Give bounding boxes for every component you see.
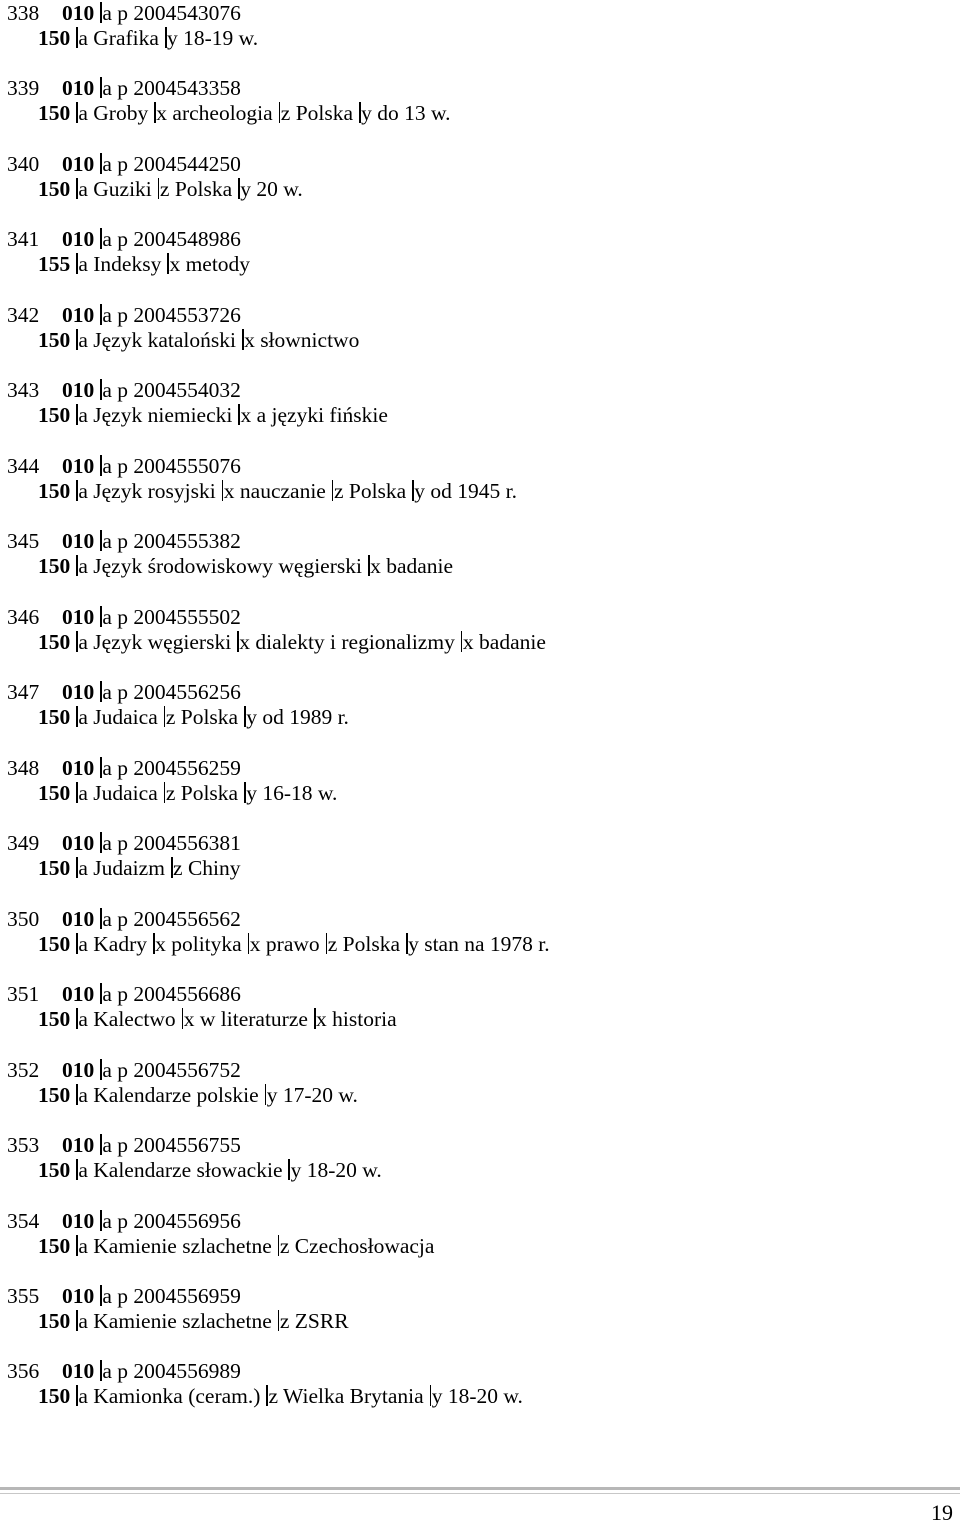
catalog-record bbox=[7, 906, 947, 981]
subfield-code: a bbox=[78, 327, 88, 352]
catalog-record bbox=[7, 830, 947, 905]
subfield-code: x bbox=[156, 101, 168, 126]
subfield-value: p 2004553726 bbox=[117, 302, 241, 327]
field-tag: 150 bbox=[38, 705, 71, 730]
subfield-value: p 2004556686 bbox=[117, 982, 241, 1007]
record-list bbox=[7, 0, 947, 1434]
subfield-code: a bbox=[78, 554, 88, 579]
catalog-record bbox=[7, 1132, 947, 1207]
subfield-code: z bbox=[279, 1308, 290, 1333]
field-tag: 150 bbox=[38, 327, 71, 352]
field-tag: 150 bbox=[38, 478, 71, 503]
record-line-010 bbox=[7, 1358, 241, 1384]
subfield-code: a bbox=[78, 780, 88, 805]
subfield-value: prawo bbox=[265, 931, 320, 956]
field-tag: 010 bbox=[62, 982, 95, 1007]
record-line-010 bbox=[7, 75, 241, 101]
subfield-code: y bbox=[290, 1158, 302, 1183]
subfield-value: Kalectwo bbox=[93, 1007, 176, 1032]
subfield-value: Indeksy bbox=[93, 252, 162, 277]
field-tag: 150 bbox=[38, 1082, 71, 1107]
subfield-value: historia bbox=[332, 1007, 397, 1032]
catalog-record bbox=[7, 302, 947, 377]
record-line-010 bbox=[7, 226, 241, 252]
record-line-heading bbox=[38, 1233, 434, 1259]
field-tag: 010 bbox=[62, 831, 95, 856]
catalog-record bbox=[7, 1283, 947, 1358]
field-tag: 150 bbox=[38, 1233, 71, 1258]
record-line-heading bbox=[38, 1082, 358, 1108]
subfield-code: y bbox=[246, 705, 257, 730]
subfield-value: p 2004555382 bbox=[117, 529, 241, 554]
subfield-code: z bbox=[165, 780, 176, 805]
subfield-value: 18-19 w. bbox=[183, 26, 259, 50]
subfield-value: p 2004556381 bbox=[117, 831, 241, 856]
subfield-code: y bbox=[361, 101, 372, 126]
field-tag: 150 bbox=[38, 176, 71, 201]
subfield-code: z bbox=[173, 856, 183, 881]
subfield-value: dialekty i regionalizmy bbox=[255, 629, 455, 654]
subfield-value: p 2004544250 bbox=[117, 151, 241, 176]
field-tag: 150 bbox=[38, 629, 71, 654]
subfield-code: y bbox=[431, 1384, 443, 1409]
field-tag: 150 bbox=[38, 1007, 71, 1032]
record-line-010 bbox=[7, 302, 241, 328]
subfield-value: 20 w. bbox=[256, 176, 303, 201]
subfield-code: a bbox=[102, 529, 112, 554]
catalog-record bbox=[7, 151, 947, 226]
field-tag: 150 bbox=[38, 1384, 71, 1409]
catalog-record bbox=[7, 453, 947, 528]
subfield-value: Polska bbox=[180, 705, 239, 730]
subfield-value: badanie bbox=[479, 629, 546, 654]
subfield-code: a bbox=[78, 478, 88, 503]
record-number: 339 bbox=[7, 76, 40, 101]
field-tag: 150 bbox=[38, 780, 71, 805]
subfield-value: p 2004543358 bbox=[117, 76, 241, 101]
subfield-value: stan na 1978 r. bbox=[424, 931, 550, 956]
subfield-value: metody bbox=[185, 252, 251, 277]
record-line-010 bbox=[7, 981, 241, 1007]
subfield-value: Guziki bbox=[93, 176, 152, 201]
record-line-heading bbox=[38, 1157, 382, 1183]
record-number: 349 bbox=[7, 831, 40, 856]
subfield-value: Kalendarze słowackie bbox=[93, 1158, 283, 1183]
subfield-code: a bbox=[78, 705, 88, 730]
subfield-value: Chiny bbox=[187, 856, 241, 881]
record-number: 346 bbox=[7, 604, 40, 629]
record-line-heading bbox=[38, 931, 550, 957]
record-line-010 bbox=[7, 0, 241, 26]
subfield-code: a bbox=[102, 227, 112, 252]
record-number: 338 bbox=[7, 1, 40, 25]
subfield-code: z bbox=[159, 176, 170, 201]
subfield-value: p 2004548986 bbox=[117, 227, 241, 252]
catalog-record bbox=[7, 604, 947, 679]
subfield-code: a bbox=[102, 378, 112, 403]
record-number: 352 bbox=[7, 1057, 40, 1082]
subfield-code: x bbox=[223, 478, 235, 503]
catalog-record bbox=[7, 0, 947, 75]
field-tag: 010 bbox=[62, 76, 95, 101]
subfield-value: Kadry bbox=[93, 931, 147, 956]
record-number: 350 bbox=[7, 906, 40, 931]
record-line-heading bbox=[38, 176, 303, 202]
subfield-code: a bbox=[78, 1082, 88, 1107]
record-line-010 bbox=[7, 1057, 241, 1083]
record-line-heading bbox=[38, 855, 241, 881]
field-tag: 010 bbox=[62, 529, 95, 554]
record-line-010 bbox=[7, 906, 241, 932]
field-tag: 010 bbox=[62, 1283, 95, 1308]
subfield-code: a bbox=[102, 1359, 112, 1384]
subfield-value: archeologia bbox=[172, 101, 273, 126]
field-tag: 150 bbox=[38, 26, 71, 50]
subfield-value: Kalendarze polskie bbox=[93, 1082, 259, 1107]
subfield-code: x bbox=[244, 327, 255, 352]
record-line-010 bbox=[7, 1208, 241, 1234]
catalog-record bbox=[7, 75, 947, 150]
catalog-record bbox=[7, 981, 947, 1056]
subfield-value: Judaica bbox=[93, 705, 158, 730]
record-line-010 bbox=[7, 528, 241, 554]
subfield-code: z bbox=[279, 1233, 290, 1258]
field-tag: 010 bbox=[62, 378, 95, 403]
record-number: 344 bbox=[7, 453, 40, 478]
subfield-value: a języki fińskie bbox=[256, 403, 388, 428]
record-line-heading bbox=[38, 1308, 349, 1334]
field-tag: 010 bbox=[62, 453, 95, 478]
subfield-code: x bbox=[239, 629, 251, 654]
subfield-code: a bbox=[78, 101, 88, 126]
subfield-value: Kamienie szlachetne bbox=[93, 1233, 272, 1258]
record-line-010 bbox=[7, 151, 241, 177]
subfield-value: badanie bbox=[386, 554, 454, 579]
subfield-code: z bbox=[165, 705, 176, 730]
subfield-code: a bbox=[78, 1158, 88, 1183]
subfield-value: od 1945 r. bbox=[430, 478, 518, 503]
subfield-code: a bbox=[102, 1208, 112, 1233]
field-tag: 155 bbox=[38, 252, 71, 277]
record-line-010 bbox=[7, 679, 241, 705]
subfield-value: Polska bbox=[342, 931, 400, 956]
subfield-value: Judaica bbox=[93, 780, 158, 805]
subfield-code: a bbox=[78, 1384, 88, 1409]
record-line-heading bbox=[38, 100, 451, 126]
subfield-code: a bbox=[78, 931, 88, 956]
subfield-code: y bbox=[408, 931, 419, 956]
subfield-value: Język kataloński bbox=[93, 327, 236, 352]
subfield-value: Polska bbox=[295, 101, 354, 126]
subfield-code: a bbox=[102, 453, 112, 478]
subfield-code: z bbox=[333, 478, 344, 503]
subfield-code: a bbox=[102, 1283, 112, 1308]
subfield-code: x bbox=[169, 252, 181, 277]
subfield-code: x bbox=[249, 931, 261, 956]
subfield-value: p 2004556959 bbox=[117, 1283, 241, 1308]
subfield-value: p 2004556259 bbox=[117, 755, 241, 780]
field-tag: 150 bbox=[38, 403, 71, 428]
subfield-code: z bbox=[280, 101, 291, 126]
record-line-010 bbox=[7, 453, 241, 479]
subfield-value: Czechosłowacja bbox=[294, 1233, 435, 1258]
footer-rule bbox=[0, 1487, 960, 1490]
subfield-code: a bbox=[102, 302, 112, 327]
subfield-value: polityka bbox=[171, 931, 242, 956]
field-tag: 150 bbox=[38, 554, 71, 579]
subfield-code: x bbox=[316, 1007, 327, 1032]
subfield-code: a bbox=[78, 856, 88, 881]
subfield-value: Kamionka (ceram.) bbox=[93, 1384, 261, 1409]
subfield-value: p 2004556562 bbox=[117, 906, 241, 931]
subfield-code: x bbox=[155, 931, 166, 956]
record-line-heading bbox=[38, 780, 337, 806]
subfield-value: p 2004555076 bbox=[117, 453, 241, 478]
record-line-heading bbox=[38, 327, 359, 353]
subfield-code: y bbox=[246, 780, 257, 805]
subfield-value: 17-20 w. bbox=[282, 1082, 358, 1107]
field-tag: 150 bbox=[38, 101, 71, 126]
field-tag: 010 bbox=[62, 1359, 95, 1384]
record-number: 343 bbox=[7, 378, 40, 403]
subfield-value: 18-20 w. bbox=[306, 1158, 382, 1183]
subfield-value: p 2004555502 bbox=[117, 604, 241, 629]
catalog-record bbox=[7, 1208, 947, 1283]
record-number: 347 bbox=[7, 680, 40, 705]
subfield-code: a bbox=[102, 680, 112, 705]
field-tag: 010 bbox=[62, 755, 95, 780]
subfield-value: do 13 w. bbox=[377, 101, 451, 126]
subfield-code: a bbox=[78, 629, 88, 654]
subfield-value: p 2004556256 bbox=[117, 680, 241, 705]
record-number: 340 bbox=[7, 151, 40, 176]
subfield-code: z bbox=[327, 931, 338, 956]
field-tag: 150 bbox=[38, 1158, 71, 1183]
catalog-record bbox=[7, 226, 947, 301]
subfield-value: Grafika bbox=[93, 26, 159, 50]
subfield-value: Judaizm bbox=[93, 856, 165, 881]
record-line-heading bbox=[38, 704, 349, 730]
field-tag: 010 bbox=[62, 302, 95, 327]
record-number: 356 bbox=[7, 1359, 40, 1384]
subfield-value: Polska bbox=[180, 780, 239, 805]
subfield-value: p 2004556752 bbox=[117, 1057, 241, 1082]
subfield-value: p 2004554032 bbox=[117, 378, 241, 403]
subfield-code: a bbox=[78, 1007, 88, 1032]
field-tag: 150 bbox=[38, 1308, 71, 1333]
subfield-value: p 2004556989 bbox=[117, 1359, 241, 1384]
field-tag: 010 bbox=[62, 604, 95, 629]
subfield-code: a bbox=[102, 1057, 112, 1082]
catalog-record bbox=[7, 377, 947, 452]
field-tag: 010 bbox=[62, 227, 95, 252]
subfield-code: a bbox=[102, 151, 112, 176]
page-number: 19 bbox=[931, 1500, 953, 1525]
field-tag: 150 bbox=[38, 931, 71, 956]
subfield-value: Język rosyjski bbox=[93, 478, 216, 503]
subfield-code: a bbox=[102, 1, 112, 25]
subfield-value: nauczanie bbox=[239, 478, 326, 503]
subfield-code: a bbox=[102, 831, 112, 856]
record-number: 355 bbox=[7, 1283, 40, 1308]
record-line-010 bbox=[7, 377, 241, 403]
record-line-heading bbox=[38, 251, 250, 277]
subfield-value: słownictwo bbox=[260, 327, 360, 352]
record-line-010 bbox=[7, 1132, 241, 1158]
field-tag: 010 bbox=[62, 906, 95, 931]
record-line-heading bbox=[38, 553, 453, 579]
subfield-code: a bbox=[78, 176, 88, 201]
record-number: 341 bbox=[7, 227, 40, 252]
subfield-code: x bbox=[183, 1007, 195, 1032]
record-number: 345 bbox=[7, 529, 40, 554]
subfield-value: ZSRR bbox=[294, 1308, 349, 1333]
record-line-heading bbox=[38, 402, 388, 428]
subfield-code: a bbox=[78, 26, 88, 50]
subfield-value: Język środowiskowy węgierski bbox=[93, 554, 362, 579]
record-number: 348 bbox=[7, 755, 40, 780]
subfield-value: Polska bbox=[174, 176, 233, 201]
subfield-value: Kamienie szlachetne bbox=[93, 1308, 272, 1333]
subfield-code: a bbox=[102, 906, 112, 931]
subfield-value: Polska bbox=[348, 478, 407, 503]
subfield-code: x bbox=[240, 403, 252, 428]
field-tag: 010 bbox=[62, 1057, 95, 1082]
subfield-code: x bbox=[370, 554, 381, 579]
subfield-code: a bbox=[102, 76, 112, 101]
subfield-code: a bbox=[78, 1233, 88, 1258]
subfield-code: a bbox=[78, 1308, 88, 1333]
record-line-heading bbox=[38, 1383, 523, 1409]
catalog-record bbox=[7, 1358, 947, 1433]
record-line-heading bbox=[38, 1006, 397, 1032]
subfield-code: y bbox=[414, 478, 426, 503]
catalog-record bbox=[7, 679, 947, 754]
catalog-record bbox=[7, 755, 947, 830]
subfield-value: od 1989 r. bbox=[262, 705, 349, 730]
subfield-value: 16-18 w. bbox=[262, 780, 338, 805]
subfield-code: a bbox=[78, 252, 88, 277]
field-tag: 150 bbox=[38, 856, 71, 881]
subfield-code: a bbox=[102, 1133, 112, 1158]
subfield-value: p 2004556755 bbox=[117, 1133, 241, 1158]
record-line-heading bbox=[38, 25, 258, 51]
record-line-heading bbox=[38, 629, 546, 655]
subfield-value: Groby bbox=[93, 101, 149, 126]
subfield-value: 18-20 w. bbox=[447, 1384, 523, 1409]
field-tag: 010 bbox=[62, 1, 95, 25]
catalog-record bbox=[7, 1057, 947, 1132]
subfield-code: z bbox=[268, 1384, 279, 1409]
field-tag: 010 bbox=[62, 151, 95, 176]
subfield-value: p 2004543076 bbox=[117, 1, 241, 25]
record-line-010 bbox=[7, 830, 241, 856]
subfield-value: Język niemiecki bbox=[93, 403, 233, 428]
subfield-value: Język węgierski bbox=[93, 629, 232, 654]
catalog-record bbox=[7, 528, 947, 603]
subfield-value: Wielka Brytania bbox=[283, 1384, 424, 1409]
record-number: 342 bbox=[7, 302, 40, 327]
field-tag: 010 bbox=[62, 680, 95, 705]
subfield-code: a bbox=[102, 755, 112, 780]
record-line-010 bbox=[7, 1283, 241, 1309]
record-number: 351 bbox=[7, 982, 40, 1007]
subfield-code: x bbox=[462, 629, 474, 654]
record-number: 354 bbox=[7, 1208, 40, 1233]
subfield-value: p 2004556956 bbox=[117, 1208, 241, 1233]
record-line-010 bbox=[7, 755, 241, 781]
subfield-code: y bbox=[240, 176, 251, 201]
field-tag: 010 bbox=[62, 1133, 95, 1158]
subfield-value: w literaturze bbox=[199, 1007, 308, 1032]
subfield-code: a bbox=[78, 403, 88, 428]
record-line-heading bbox=[38, 478, 517, 504]
subfield-code: a bbox=[102, 604, 112, 629]
subfield-code: y bbox=[266, 1082, 278, 1107]
footer-rule-thin bbox=[0, 1493, 960, 1494]
subfield-code: a bbox=[102, 982, 112, 1007]
record-number: 353 bbox=[7, 1133, 40, 1158]
field-tag: 010 bbox=[62, 1208, 95, 1233]
record-line-010 bbox=[7, 604, 241, 630]
subfield-code: y bbox=[167, 26, 178, 50]
